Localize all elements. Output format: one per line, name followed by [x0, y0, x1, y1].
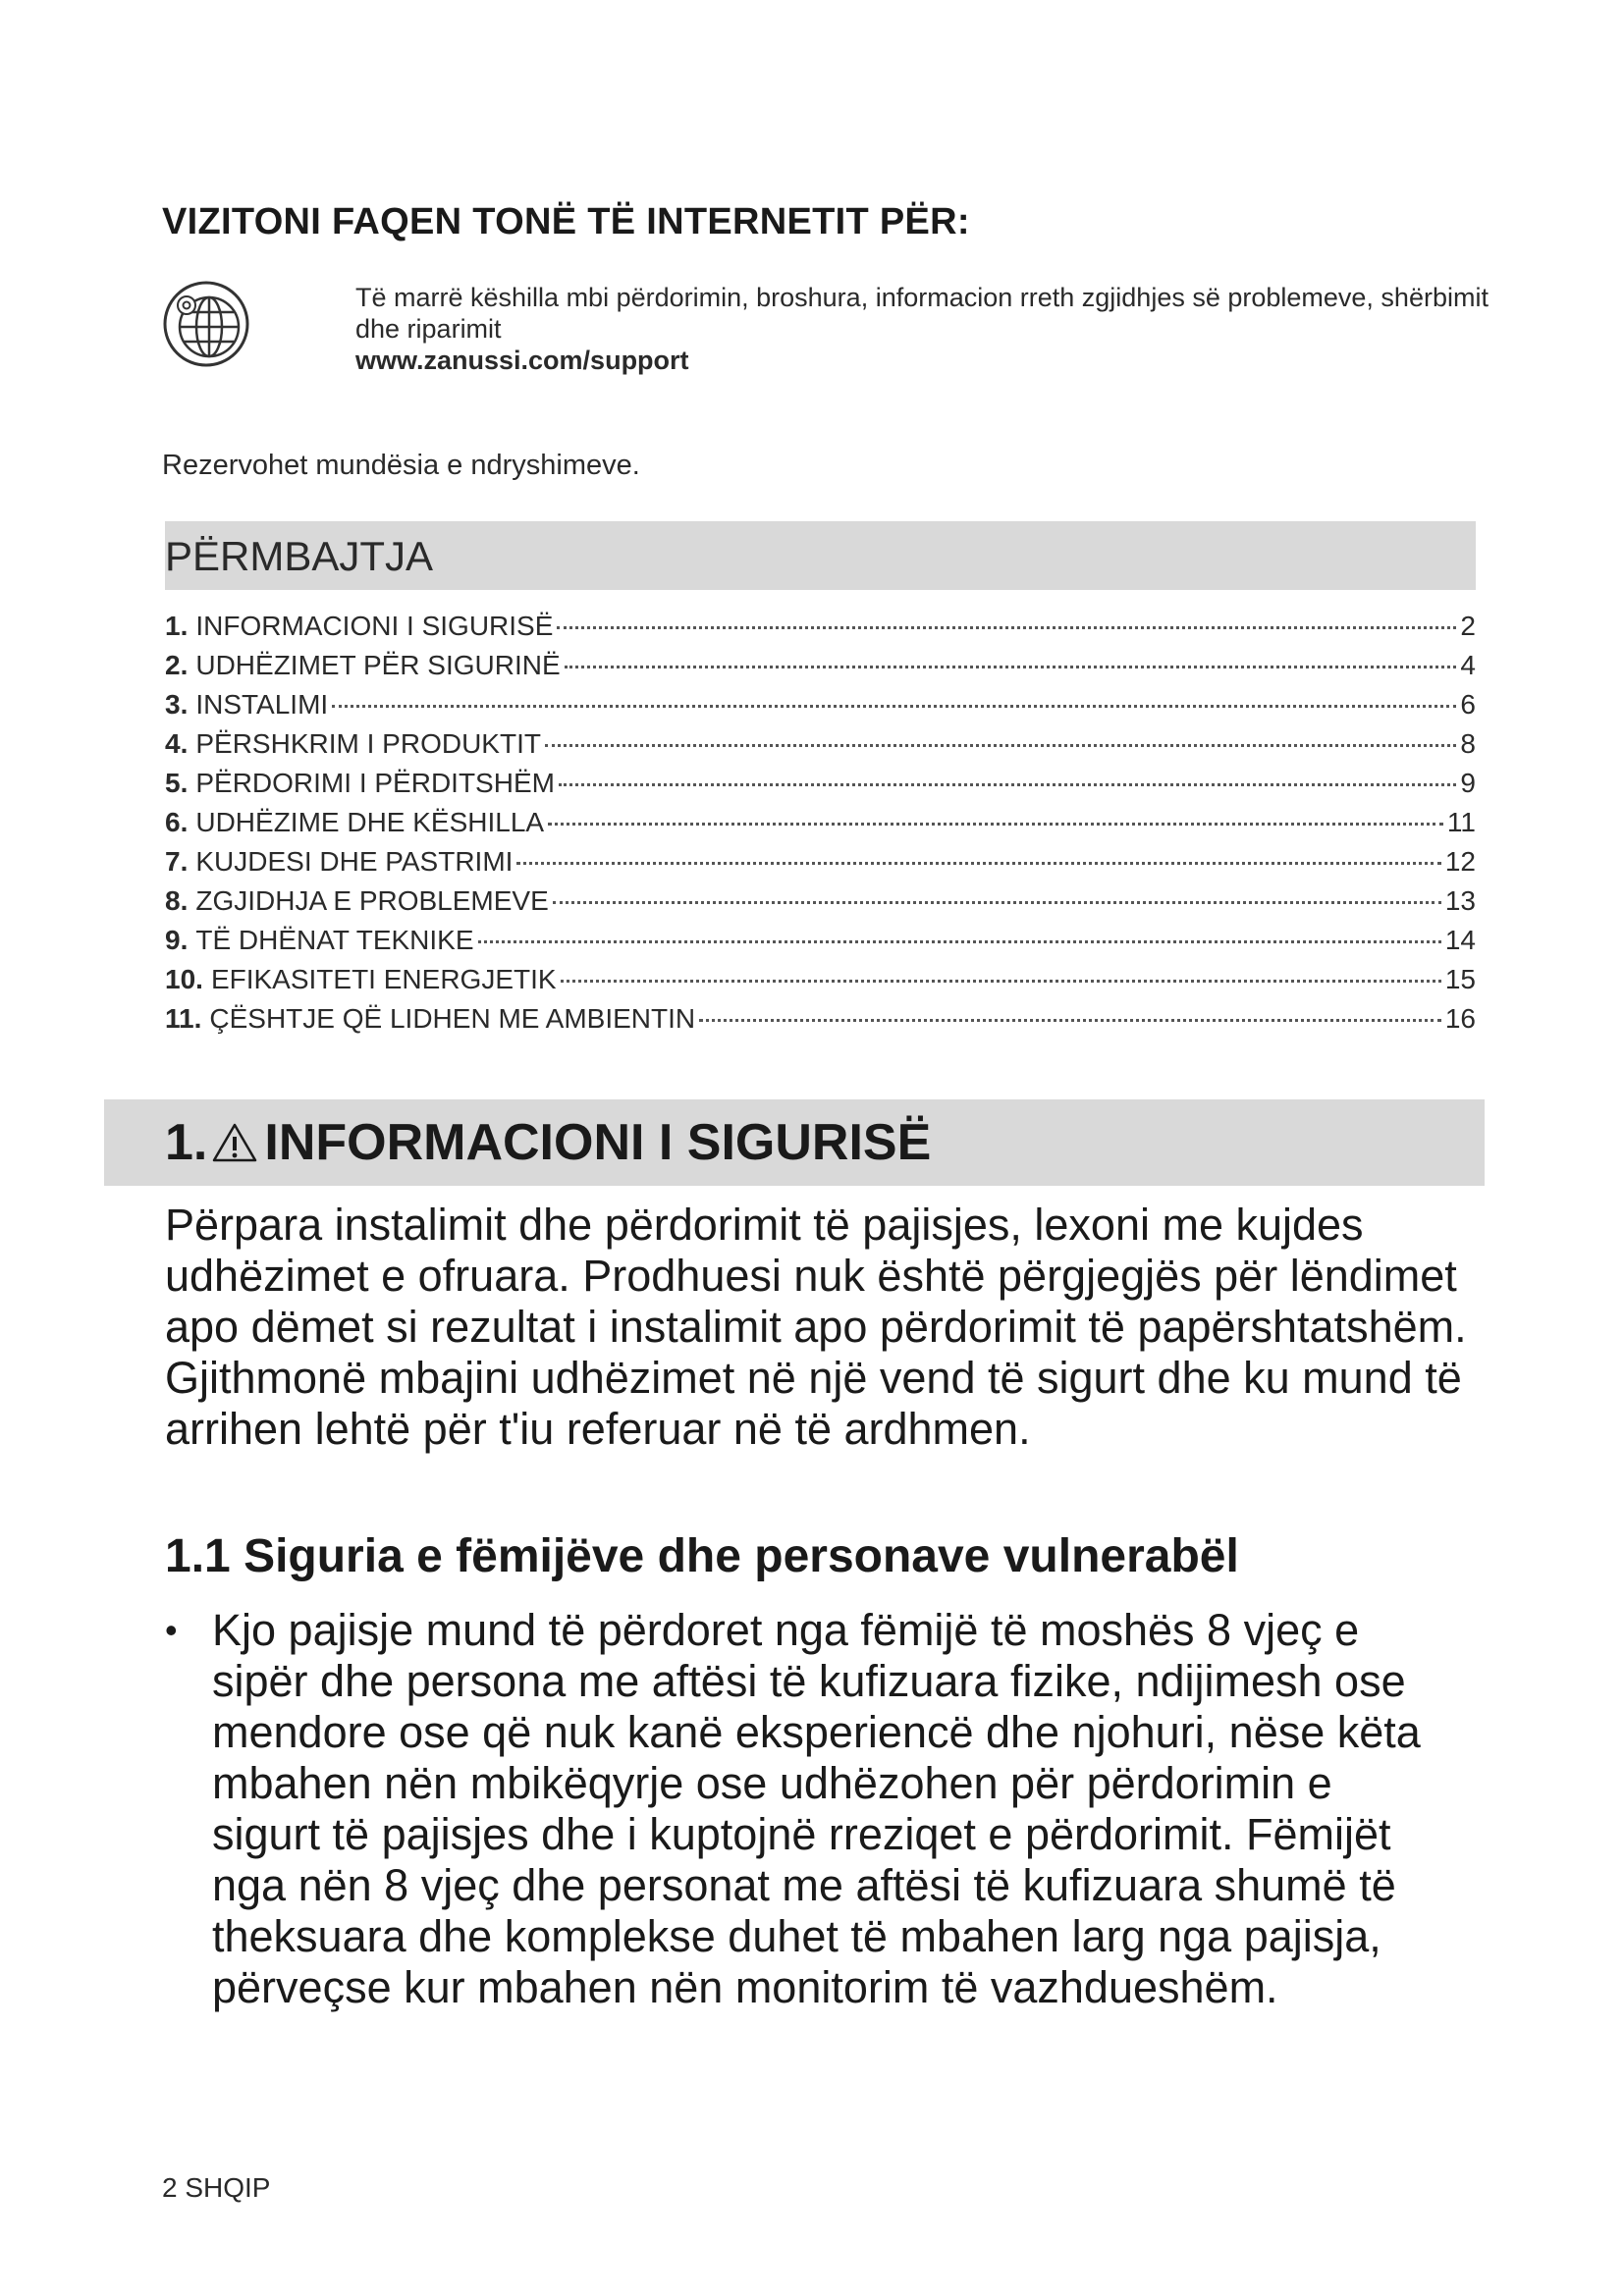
toc-item-number: 1.	[165, 611, 189, 641]
toc-item-number: 7.	[165, 846, 189, 877]
toc-item-label: TË DHËNAT TEKNIKE	[195, 925, 474, 955]
toc-item-page: 9	[1460, 768, 1476, 798]
toc-item-label: INSTALIMI	[195, 689, 329, 720]
toc-item-number: 9.	[165, 925, 189, 955]
toc-leader	[559, 783, 1456, 786]
toc-item[interactable]	[165, 650, 1476, 689]
toc-leader	[478, 940, 1441, 943]
toc-item[interactable]	[165, 728, 1476, 768]
toc-leader	[565, 666, 1457, 668]
toc-leader	[557, 626, 1456, 629]
toc-leader	[548, 823, 1443, 826]
toc-item-page: 6	[1460, 689, 1476, 720]
toc-item[interactable]	[165, 846, 1476, 885]
toc-leader	[553, 901, 1441, 904]
safety-bullets	[165, 1605, 1441, 2013]
toc-leader	[561, 980, 1441, 983]
toc-item-label: ÇËSHTJE QË LIDHEN ME AMBIENTIN	[209, 1003, 696, 1034]
toc-title: PËRMBAJTJA	[165, 533, 434, 579]
toc-item-number: 10.	[165, 964, 203, 994]
toc-item-label: EFIKASITETI ENERGJETIK	[210, 964, 557, 994]
visit-description	[355, 282, 1514, 376]
toc-item-page: 2	[1460, 611, 1476, 641]
safety-intro: Përpara instalimit dhe përdorimit të pajisjes, lexoni me kujdes udhëzimet e ofruara. Prodhuesi nuk është përgjegjës për lëndimet apo dëmet si rezultat i instalimit apo përdorimit të papërshtatshëm. Gjithmonë mbajini udhëzimet në një vend të sigurt dhe ku mund të arrihen lehtë për t'iu referuar në të ardhmen.	[165, 1200, 1467, 1454]
toc-item-label: PËRDORIMI I PËRDITSHËM	[195, 768, 555, 798]
toc-item-label: KUJDESI DHE PASTRIMI	[195, 846, 514, 877]
toc-item-page: 13	[1444, 885, 1476, 916]
section-number: 1.	[165, 1114, 208, 1171]
toc-list	[165, 611, 1476, 1042]
toc-leader	[516, 862, 1440, 865]
toc-item-number: 2.	[165, 650, 189, 680]
toc-item[interactable]	[165, 611, 1476, 650]
toc-item-page: 14	[1444, 925, 1476, 955]
toc-item[interactable]	[165, 964, 1476, 1003]
change-note: Rezervohet mundësia e ndryshimeve.	[162, 450, 640, 481]
toc-item-number: 3.	[165, 689, 189, 720]
support-link[interactable]: www.zanussi.com/support	[355, 346, 689, 375]
page-footer: 2 SHQIP	[162, 2172, 271, 2203]
toc-item-page: 15	[1444, 964, 1476, 994]
toc-item-number: 5.	[165, 768, 189, 798]
toc-item-label: UDHËZIME DHE KËSHILLA	[195, 807, 545, 837]
toc-item-label: UDHËZIMET PËR SIGURINË	[195, 650, 561, 680]
toc-item-page: 16	[1444, 1003, 1476, 1034]
visit-heading: VIZITONI FAQEN TONË TË INTERNETIT PËR:	[162, 201, 970, 242]
toc-item-page: 8	[1460, 728, 1476, 759]
toc-leader	[699, 1019, 1441, 1022]
toc-leader	[545, 744, 1456, 747]
toc-item[interactable]	[165, 807, 1476, 846]
toc-item-label: INFORMACIONI I SIGURISË	[195, 611, 554, 641]
toc-item-page: 4	[1460, 650, 1476, 680]
toc-item-label: PËRSHKRIM I PRODUKTIT	[195, 728, 541, 759]
warning-icon	[211, 1121, 258, 1164]
toc-item-label: ZGJIDHJA E PROBLEMEVE	[195, 885, 549, 916]
toc-leader	[332, 705, 1456, 708]
visit-text: Të marrë këshilla mbi përdorimin, broshura, informacion rreth zgjidhjes së problemeve, shërbimit dhe riparimit	[355, 283, 1489, 344]
toc-item-number: 4.	[165, 728, 189, 759]
toc-item[interactable]	[165, 885, 1476, 925]
toc-item[interactable]	[165, 689, 1476, 728]
toc-item[interactable]	[165, 925, 1476, 964]
section-title-text: INFORMACIONI I SIGURISË	[264, 1114, 932, 1171]
toc-item[interactable]	[165, 768, 1476, 807]
subsection-title: 1.1 Siguria e fëmijëve dhe personave vulnerabël	[165, 1530, 1239, 1582]
toc-item-page: 11	[1446, 807, 1476, 837]
toc-item[interactable]	[165, 1003, 1476, 1042]
toc-item-number: 6.	[165, 807, 189, 837]
toc-item-page: 12	[1444, 846, 1476, 877]
section-title	[165, 1113, 931, 1172]
toc-item-number: 11.	[165, 1003, 202, 1034]
globe-icon	[162, 280, 250, 368]
bullet-item: • Kjo pajisje mund të përdoret nga fëmijë të moshës 8 vjeç e sipër dhe persona me aftësi të kufizuara fizike, ndijimesh ose mendore ose që nuk kanë eksperiencë dhe njohuri, nëse këta mbahen nën mbikëqyrje ose udhëzohen për përdorimin e sigurt të pajisjes dhe i kuptojnë rreziqet e përdorimit. Fëmijët nga nën 8 vjeç dhe personat me aftësi të kufizuara shumë të theksuara dhe komplekse duhet të mbahen larg nga pajisja, përveçse kur mbahen nën monitorim të vazhdueshëm.	[165, 1605, 1441, 2013]
toc-item-number: 8.	[165, 885, 189, 916]
